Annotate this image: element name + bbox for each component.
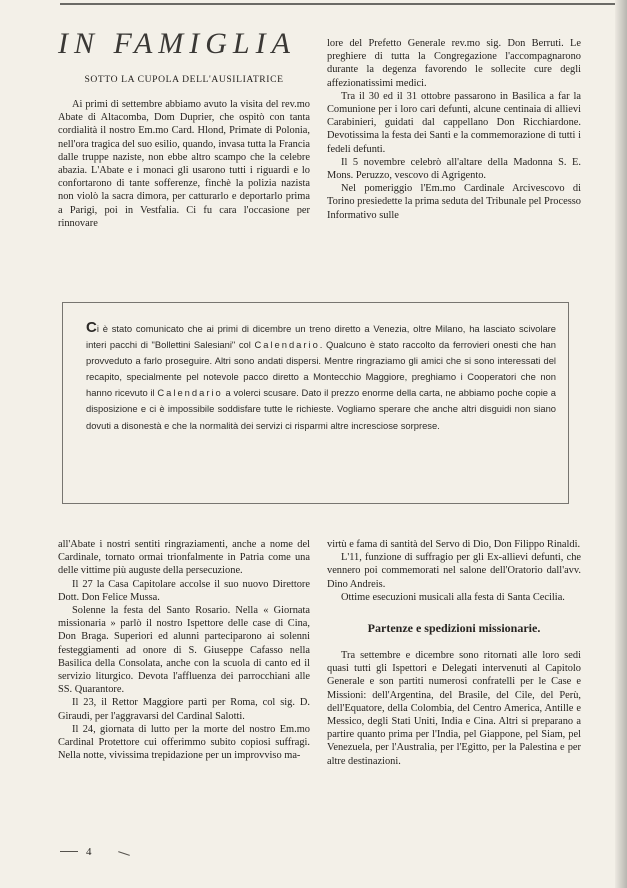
paragraph: Nel pomeriggio l'Em.mo Cardinale Arcivescovo di Torino presiedette la prima seduta del Tribunale pel Processo Informativo sulle: [327, 183, 581, 221]
column-top-right: [327, 37, 581, 222]
notice-text-part3: a volerci scusare. Dato il prezzo enorme della carta, ne abbiamo poche copie a disposizione e ci è impossibile soddisfare tutte le richieste. Vogliamo sperare che anche altri disguidi non siano dovuti a disonestà e che la normalità dei servizi ci risparmi altre incresciose sorprese.: [86, 387, 556, 431]
paragraph: Tra settembre e dicembre sono ritornati alle loro sedi quasi tutti gli Ispettori e Delegati intervenuti al Capitolo Generale e son partiti numerosi confratelli per le Case e Missioni: dell'Argentina, del Brasile, del Cile, del Perù, dell'Equatore, della Colombia, del Centro America, Antille e Messico, degli Stati Uniti, India e Cina. Altri si preparano a partire quanto prima per l'India, pel Giappone, pel Siam, pel Venezuela, per l'Australia, per l'Egitto, per la Palestina e per altre destinazioni.: [327, 650, 581, 767]
paragraph: Il 5 novembre celebrò all'altare della Madonna S. E. Mons. Peruzzo, vescovo di Agrigento.: [327, 156, 581, 182]
paragraph: Tra il 30 ed il 31 ottobre passarono in Basilica a far la Comunione per i loro cari defunti, alcune centinaia di allievi Carabinieri, guidati dal cappellano Don Ricchiardone. Devotissima la festa dei Santi e la commemorazione di tutti i fedeli defunti.: [327, 90, 581, 155]
notice-calendario-1: Calendario: [254, 339, 320, 351]
paragraph: Il 23, il Rettor Maggiore partì per Roma, col sig. D. Giraudi, per l'aggravarsi del Cardinal Salotti.: [58, 697, 310, 722]
page-spine-shadow: [615, 0, 627, 888]
paragraph: all'Abate i nostri sentiti ringraziamenti, anche a nome del Cardinale, tornato ormai trionfalmente in Patria come una delle vittime più auguste della persecuzione.: [58, 539, 310, 577]
footer-dash: [60, 851, 78, 852]
paragraph: Ai primi di settembre abbiamo avuto la visita del rev.mo Abate di Altacomba, Dom Duprier, che ospitò con tanta cordialità il nostro Em.mo Card. Hlond, Primate di Polonia, nell'ora tragica del suo esilio, quando, invasa tutta la Francia dalle truppe naziste, non ebbe altro scampo che la celebre abazia. L'Abate e i monaci gli usarono tutti i riguardi e lo confortarono di tante sofferenze, finchè la polizia nazista non violò la sacra dimora, per catturarlo e deportarlo prima a Parigi, poi in Vestfalia. Ci fu cara l'occasione per rinnovare: [58, 99, 310, 229]
paragraph: Il 27 la Casa Capitolare accolse il suo nuovo Direttore Dott. Don Felice Mussa.: [58, 578, 310, 603]
paragraph: virtù e fama di santità del Servo di Dio, Don Filippo Rinaldi.: [327, 539, 581, 550]
paragraph: lore del Prefetto Generale rev.mo sig. Don Berruti. Le preghiere di tutta la Congregazione l'accompagnarono durante la degenza favorendo le sollecite cure degli affezionatissimi medici.: [327, 38, 581, 89]
section-subheading: SOTTO LA CUPOLA DELL'AUSILIATRICE: [84, 74, 284, 85]
notice-text-part1: i è stato comunicato che ai primi di dicembre un treno diretto a Venezia, oltre Milano, ha lasciato scivolare interi pacchi di "Bollettini Salesiani" col: [86, 323, 556, 351]
footer-dash: [118, 851, 130, 856]
paragraph: Il 24, giornata di lutto per la morte del nostro Em.mo Cardinal Protettore cui offerimmo subito copiosi suffragi. Nella notte, vivissima trepidazione per un improvviso ma-: [58, 723, 310, 762]
page-number: 4: [86, 846, 92, 858]
notice-calendario-2: Calendario: [157, 387, 223, 399]
notice-text: [86, 320, 556, 434]
column-top-left: [58, 98, 310, 230]
notice-dropcap: C: [86, 319, 97, 336]
paragraph: Solenne la festa del Santo Rosario. Nella « Giornata missionaria » parlò il nostro Ispettore delle case di Cina, Don Braga. Superiori ed alunni parteciparono ai solenni festeggiamenti ad onore di S. Giuseppe Cafasso nella Basilica della Consolata, anche con la scuola di canto ed il servizio liturgico. Devota l'affluenza dei parrocchiani alle SS. Quarantore.: [58, 605, 310, 696]
paragraph: L'11, funzione di suffragio per gli Ex-allievi defunti, che vennero poi commemorati nel salone dell'Oratorio dall'avv. Dino Andreis.: [327, 552, 581, 590]
column-bottom-left: [58, 538, 310, 762]
notice-text-part2: . Qualcuno è stato raccolto da ferrovieri onesti che han provveduto a farlo proseguire. Altri sono andati dispersi. Mentre ringraziamo gli amici che si sono interessati del recapito, specialmente pel notevole pacco diretto a Montecchio Maggiore, preghiamo i Cooperatori che non hanno ricevuto il: [86, 339, 556, 399]
top-rule: [60, 3, 620, 5]
paragraph: Ottime esecuzioni musicali alla festa di Santa Cecilia.: [341, 591, 565, 603]
column-bottom-right: [327, 538, 581, 768]
section-heading-missions: Partenze e spedizioni missionarie.: [367, 621, 541, 636]
page-title: IN FAMIGLIA: [58, 27, 296, 60]
